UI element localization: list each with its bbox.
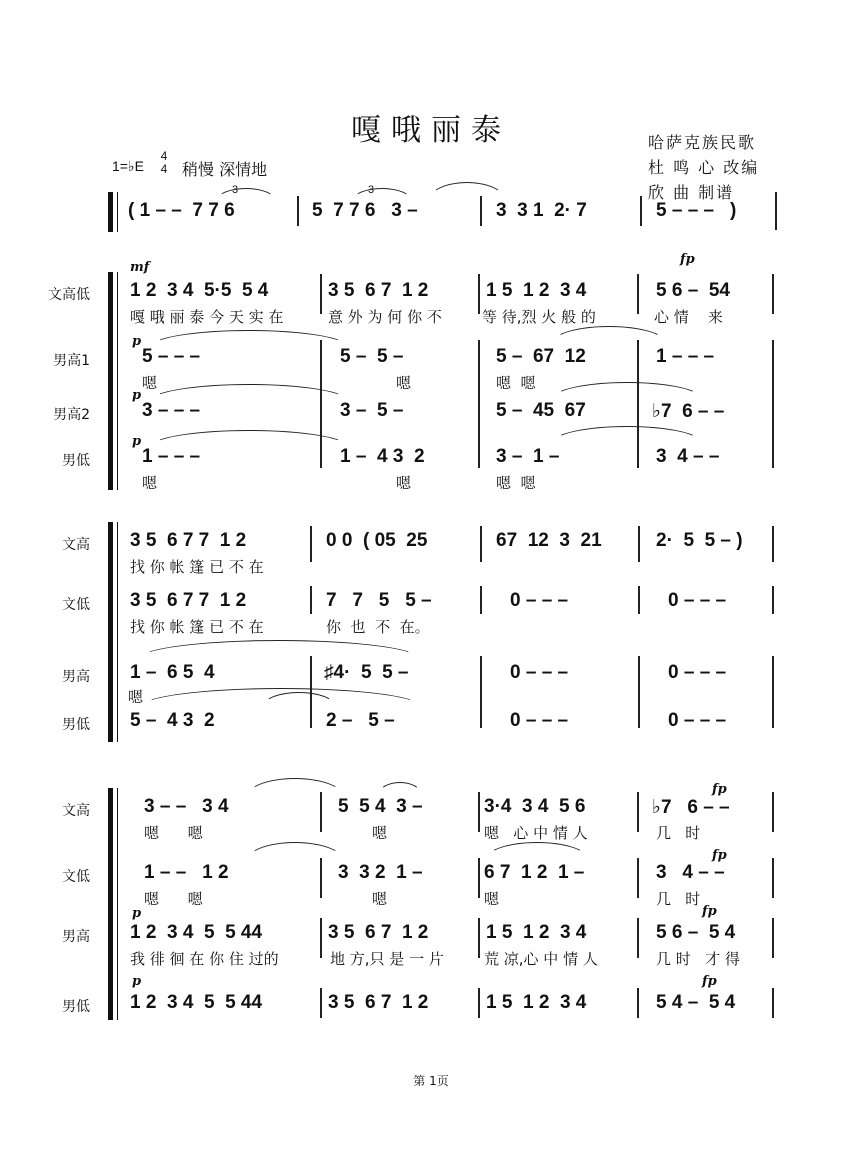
measure: 3 – – 3 4	[144, 796, 229, 817]
measure: 5 – 45 67	[496, 400, 586, 421]
barline	[310, 586, 312, 614]
barline	[310, 656, 312, 728]
lyrics: 嗯	[372, 824, 388, 842]
barline	[637, 340, 639, 468]
measure: 5 – – –	[142, 346, 201, 367]
dynamic-fp: fp	[702, 974, 717, 989]
barline	[772, 792, 774, 832]
barline	[478, 792, 480, 832]
measure: 3 5 6 7 7 1 2	[130, 530, 247, 551]
measure: 5 6 – 54	[656, 280, 730, 301]
intro-measure-1: ( 1 – – 7 7 6	[128, 200, 235, 221]
lyrics: 几 时	[656, 824, 701, 842]
measure: 0 0 ( 05 25	[326, 530, 428, 551]
measure: 2· 5 5 – )	[656, 530, 743, 551]
lyrics: 嗯	[142, 474, 158, 492]
barline	[478, 988, 480, 1018]
barline	[638, 526, 640, 562]
lyrics: 地 方,只 是 一 片	[330, 950, 444, 968]
slur	[552, 326, 666, 343]
slur	[352, 188, 412, 201]
system-3-bracket	[108, 788, 113, 1020]
dynamic-mf: mf	[130, 260, 150, 275]
barline	[772, 858, 774, 898]
barline	[772, 656, 774, 728]
slur	[150, 330, 348, 347]
intro-bracket-thin	[117, 192, 118, 232]
lyrics: 找 你 帐 篷 已 不 在	[130, 618, 264, 636]
time-sig-top: 4	[160, 149, 168, 163]
slur	[552, 426, 702, 443]
barline	[320, 274, 322, 314]
slur	[150, 430, 348, 447]
barline	[637, 918, 639, 958]
barline	[640, 196, 642, 226]
lyrics: 嗯	[372, 890, 388, 908]
part-label: 男高1	[53, 353, 90, 369]
part-label: 男高	[62, 669, 90, 685]
lyrics: 意 外 为 何 你 不	[328, 308, 442, 326]
part-label: 文高低	[48, 287, 90, 303]
barline	[310, 526, 312, 562]
barline	[772, 918, 774, 958]
lyrics: 几 时	[656, 890, 701, 908]
measure: 0 – – –	[510, 590, 569, 611]
measure: 1 – 4 3 2	[340, 446, 425, 467]
slur	[486, 842, 588, 859]
measure: 3 5 6 7 1 2	[328, 922, 429, 943]
barline	[637, 858, 639, 898]
measure: 1 – – 1 2	[144, 862, 229, 883]
lyrics: 嗯 心 中 情 人	[484, 824, 588, 842]
measure: 3·4 3 4 5 6	[484, 796, 586, 817]
dynamic-fp: fp	[712, 782, 727, 797]
measure: 1 – 6 5 4	[130, 662, 215, 683]
dynamic-p: p	[132, 334, 142, 349]
lyrics: 嗯	[396, 474, 412, 492]
system-1-bracket	[108, 272, 113, 490]
barline-end	[775, 192, 777, 230]
barline	[478, 918, 480, 958]
slur	[428, 182, 506, 201]
dynamic-p: p	[132, 388, 142, 403]
measure: 3 5 6 7 7 1 2	[130, 590, 247, 611]
credit-origin: 哈萨克族民歌	[648, 133, 757, 152]
dynamic-fp: fp	[712, 848, 727, 863]
system-2-bracket	[108, 522, 113, 742]
measure: 5 – 5 –	[340, 346, 404, 367]
measure: 0 – – –	[668, 710, 727, 731]
lyrics: 嗯	[142, 374, 158, 392]
lyrics: 心 情 来	[654, 308, 723, 326]
measure: 3 5 6 7 1 2	[328, 280, 429, 301]
lyrics: 几 时 才 得	[656, 950, 740, 968]
lyrics: 嗯	[128, 688, 144, 706]
measure: 0 – – –	[668, 590, 727, 611]
intro-bracket	[108, 192, 113, 232]
part-label: 文低	[62, 597, 90, 613]
slur	[216, 188, 276, 201]
measure: 5 – 4 3 2	[130, 710, 215, 731]
part-label: 男低	[62, 999, 90, 1015]
measure: 1 5 1 2 3 4	[486, 992, 587, 1013]
lyrics: 嘎 哦 丽 泰 今 天 实 在	[130, 308, 284, 326]
barline	[772, 988, 774, 1018]
barline	[480, 586, 482, 614]
song-title: 嘎哦丽泰	[351, 113, 511, 148]
measure: 3 5 6 7 1 2	[328, 992, 429, 1013]
measure: 1 2 3 4 5 5 44	[130, 922, 263, 943]
dynamic-fp: fp	[702, 904, 717, 919]
dynamic-p: p	[132, 434, 142, 449]
measure: 5 5 4 3 –	[338, 796, 423, 817]
barline	[320, 918, 322, 958]
intro-measure-4: 5 – – – )	[656, 200, 737, 221]
barline	[772, 586, 774, 614]
part-label: 男低	[62, 453, 90, 469]
measure: 0 – – –	[668, 662, 727, 683]
barline	[320, 792, 322, 832]
barline	[638, 586, 640, 614]
barline	[320, 988, 322, 1018]
lyrics: 嗯 嗯	[496, 374, 536, 392]
barline	[638, 656, 640, 728]
measure: 67 12 3 21	[496, 530, 602, 551]
measure: 0 – – –	[510, 710, 569, 731]
measure: 5 – 67 12	[496, 346, 586, 367]
key-signature: 1=♭E	[112, 158, 144, 174]
lyrics: 嗯 嗯	[144, 890, 203, 908]
measure: 1 – – –	[142, 446, 201, 467]
dynamic-fp: fp	[680, 252, 695, 267]
measure: ♭7 6 – –	[652, 797, 730, 818]
measure: 3 4 – –	[656, 862, 725, 883]
barline	[637, 792, 639, 832]
measure: 5 4 – 5 4	[656, 992, 736, 1013]
part-label: 文低	[62, 869, 90, 885]
part-label: 男高	[62, 929, 90, 945]
slur	[246, 842, 344, 861]
barline	[480, 656, 482, 728]
intro-measure-3: 3 3 1 2· 7	[496, 200, 587, 221]
lyrics: 嗯	[484, 890, 500, 908]
measure: ♯4· 5 5 –	[324, 662, 409, 683]
system-3-bracket-thin	[117, 788, 118, 1020]
slur	[150, 384, 348, 401]
measure: 1 – – –	[656, 346, 715, 367]
barline	[772, 274, 774, 314]
barline	[637, 274, 639, 314]
measure: ♭7 6 – –	[652, 401, 725, 422]
measure: 3 – 5 –	[340, 400, 404, 421]
page-number: 第 1页	[413, 1074, 449, 1088]
barline	[637, 988, 639, 1018]
time-signature	[158, 150, 170, 176]
time-sig-bottom: 4	[160, 162, 168, 176]
barline	[320, 340, 322, 468]
triplet-mark: 3	[232, 184, 239, 196]
slur	[552, 382, 702, 399]
credit-engraver: 欣 曲 制谱	[648, 183, 735, 202]
measure: 2 – 5 –	[326, 710, 395, 731]
dynamic-p: p	[132, 906, 142, 921]
lyrics: 嗯 嗯	[496, 474, 536, 492]
measure: 6 7 1 2 1 –	[484, 862, 585, 883]
system-1-bracket-thin	[117, 272, 118, 490]
measure: 7 7 5 5 –	[326, 590, 432, 611]
measure: 3 3 2 1 –	[338, 862, 423, 883]
system-2-bracket-thin	[117, 522, 118, 742]
credit-arranger: 杜 鸣 心 改编	[648, 158, 760, 177]
triplet-mark: 3	[368, 184, 375, 196]
slur	[378, 782, 422, 795]
part-label: 男高2	[53, 407, 90, 423]
lyrics: 你 也 不 在。	[326, 618, 430, 636]
slur	[246, 778, 344, 797]
part-label: 文高	[62, 537, 90, 553]
lyrics: 荒 凉,心 中 情 人	[484, 950, 598, 968]
measure: 5 6 – 5 4	[656, 922, 736, 943]
measure: 1 2 3 4 5 5 44	[130, 992, 263, 1013]
part-label: 文高	[62, 803, 90, 819]
barline	[478, 858, 480, 898]
lyrics: 等 待,烈 火 般 的	[482, 308, 596, 326]
lyrics: 我 徘 徊 在 你 住 过的	[130, 950, 279, 968]
lyrics: 找 你 帐 篷 已 不 在	[130, 558, 264, 576]
barline	[772, 526, 774, 562]
measure: 1 5 1 2 3 4	[486, 922, 587, 943]
measure: 3 – 1 –	[496, 446, 560, 467]
lyrics: 嗯	[396, 374, 412, 392]
tempo-marking: 稍慢 深情地	[182, 160, 268, 179]
measure: 3 4 – –	[656, 446, 720, 467]
measure: 3 – – –	[142, 400, 201, 421]
part-label: 男低	[62, 717, 90, 733]
measure: 1 5 1 2 3 4	[486, 280, 587, 301]
intro-measure-2: 5 7 7 6 3 –	[312, 200, 418, 221]
measure: 0 – – –	[510, 662, 569, 683]
barline	[478, 340, 480, 468]
dynamic-p: p	[132, 974, 142, 989]
barline	[772, 340, 774, 468]
barline	[478, 274, 480, 314]
barline	[320, 858, 322, 898]
barline	[297, 196, 299, 226]
measure: 1 2 3 4 5·5 5 4	[130, 280, 269, 301]
lyrics: 嗯 嗯	[144, 824, 203, 842]
slur	[138, 640, 420, 659]
barline	[480, 526, 482, 562]
